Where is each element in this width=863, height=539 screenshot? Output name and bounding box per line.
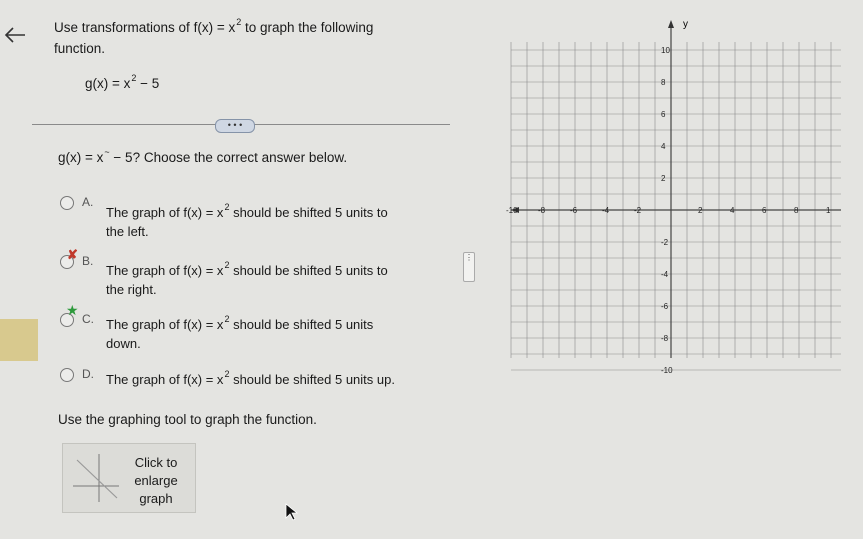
y-tick-label: 2 xyxy=(661,174,666,183)
x-tick-label: -8 xyxy=(538,206,546,215)
option-a-post: should be shifted 5 units to xyxy=(233,205,388,220)
enlarge-graph-button[interactable] xyxy=(62,443,196,513)
x-tick-label: 8 xyxy=(794,206,799,215)
coordinate-grid[interactable] xyxy=(493,18,845,375)
prompt-text-2: to graph the following xyxy=(245,20,374,35)
subquestion-text: − 5? Choose the correct answer below. xyxy=(113,150,348,165)
x-tick-label: 2 xyxy=(698,206,703,215)
option-c-line2: down. xyxy=(106,336,141,351)
left-highlight-strip xyxy=(0,319,38,361)
panel-resize-handle[interactable]: ⋮ xyxy=(463,252,475,282)
y-tick-label: -8 xyxy=(661,334,669,343)
given-function xyxy=(85,73,160,91)
x-tick-label: -2 xyxy=(634,206,642,215)
option-a-line2: the left. xyxy=(106,224,149,239)
prompt-exponent: 2 xyxy=(236,17,242,27)
subquestion-exponent: ~ xyxy=(104,147,110,157)
y-tick-label: 10 xyxy=(661,46,670,55)
option-c-post: should be shifted 5 units xyxy=(233,317,374,332)
option-d-radio[interactable] xyxy=(60,368,74,382)
option-a-radio[interactable] xyxy=(60,196,74,210)
option-d-function: f(x) = x xyxy=(183,372,224,387)
y-axis-arrow-icon xyxy=(668,20,674,28)
mouse-cursor-icon xyxy=(285,503,299,521)
more-button[interactable]: • • • xyxy=(215,119,255,133)
option-b-line2: the right. xyxy=(106,282,157,297)
y-tick-label: 8 xyxy=(661,78,666,87)
enlarge-line-3: graph xyxy=(139,491,173,506)
x-tick-label: 4 xyxy=(730,206,735,215)
prompt-function: f(x) = x xyxy=(193,20,236,35)
option-a-pre: The graph of xyxy=(106,205,180,220)
option-c-letter: C. xyxy=(82,312,94,326)
subquestion-lhs: g(x) = x xyxy=(58,150,104,165)
prompt-text: Use transformations of xyxy=(54,20,190,35)
enlarge-line-1: Click to xyxy=(134,455,178,470)
option-b-post: should be shifted 5 units to xyxy=(233,263,388,278)
option-a-function: f(x) = x xyxy=(183,205,224,220)
enlarge-label xyxy=(123,454,189,508)
option-d-post: should be shifted 5 units up. xyxy=(233,372,395,387)
given-function-exponent: 2 xyxy=(131,73,137,83)
x-tick-label: -4 xyxy=(602,206,610,215)
option-d-pre: The graph of xyxy=(106,372,180,387)
option-d-text[interactable] xyxy=(106,371,466,390)
given-function-rhs: − 5 xyxy=(140,76,160,91)
x-tick-label: 1 xyxy=(826,206,831,215)
option-d-exponent: 2 xyxy=(224,369,230,379)
option-c-function: f(x) = x xyxy=(183,317,224,332)
y-tick-label: -4 xyxy=(661,270,669,279)
x-tick-label: -10 xyxy=(506,206,518,215)
option-c-pre: The graph of xyxy=(106,317,180,332)
question-prompt xyxy=(54,18,424,58)
incorrect-x-icon: ✘ xyxy=(67,247,78,262)
y-tick-label: -2 xyxy=(661,238,669,247)
option-b-text[interactable] xyxy=(106,262,436,299)
option-a-text[interactable] xyxy=(106,204,436,241)
grid-lines xyxy=(511,42,841,370)
option-b-function: f(x) = x xyxy=(183,263,224,278)
given-function-lhs: g(x) = x xyxy=(85,76,131,91)
subquestion xyxy=(58,147,348,165)
option-a-letter: A. xyxy=(82,195,94,209)
correct-star-icon: ★ xyxy=(66,302,79,318)
y-tick-label: 4 xyxy=(661,142,666,151)
x-tick-label: -6 xyxy=(570,206,578,215)
mini-graph-icon xyxy=(69,450,123,506)
option-b-exponent: 2 xyxy=(224,260,230,270)
y-tick-label: 6 xyxy=(661,110,666,119)
option-b-letter: B. xyxy=(82,254,94,268)
option-c-text[interactable] xyxy=(106,316,436,353)
y-axis-label: y xyxy=(683,19,688,30)
enlarge-line-2: enlarge xyxy=(134,473,178,488)
option-d-letter: D. xyxy=(82,367,94,381)
x-tick-label: 6 xyxy=(762,206,767,215)
graphing-instruction: Use the graphing tool to graph the function. xyxy=(58,412,317,427)
y-tick-label: -6 xyxy=(661,302,669,311)
y-tick-label: -10 xyxy=(661,366,673,375)
option-b-pre: The graph of xyxy=(106,263,180,278)
option-c-exponent: 2 xyxy=(224,314,230,324)
back-arrow-icon[interactable] xyxy=(4,27,26,43)
option-a-exponent: 2 xyxy=(224,202,230,212)
prompt-text-3: function. xyxy=(54,41,106,56)
